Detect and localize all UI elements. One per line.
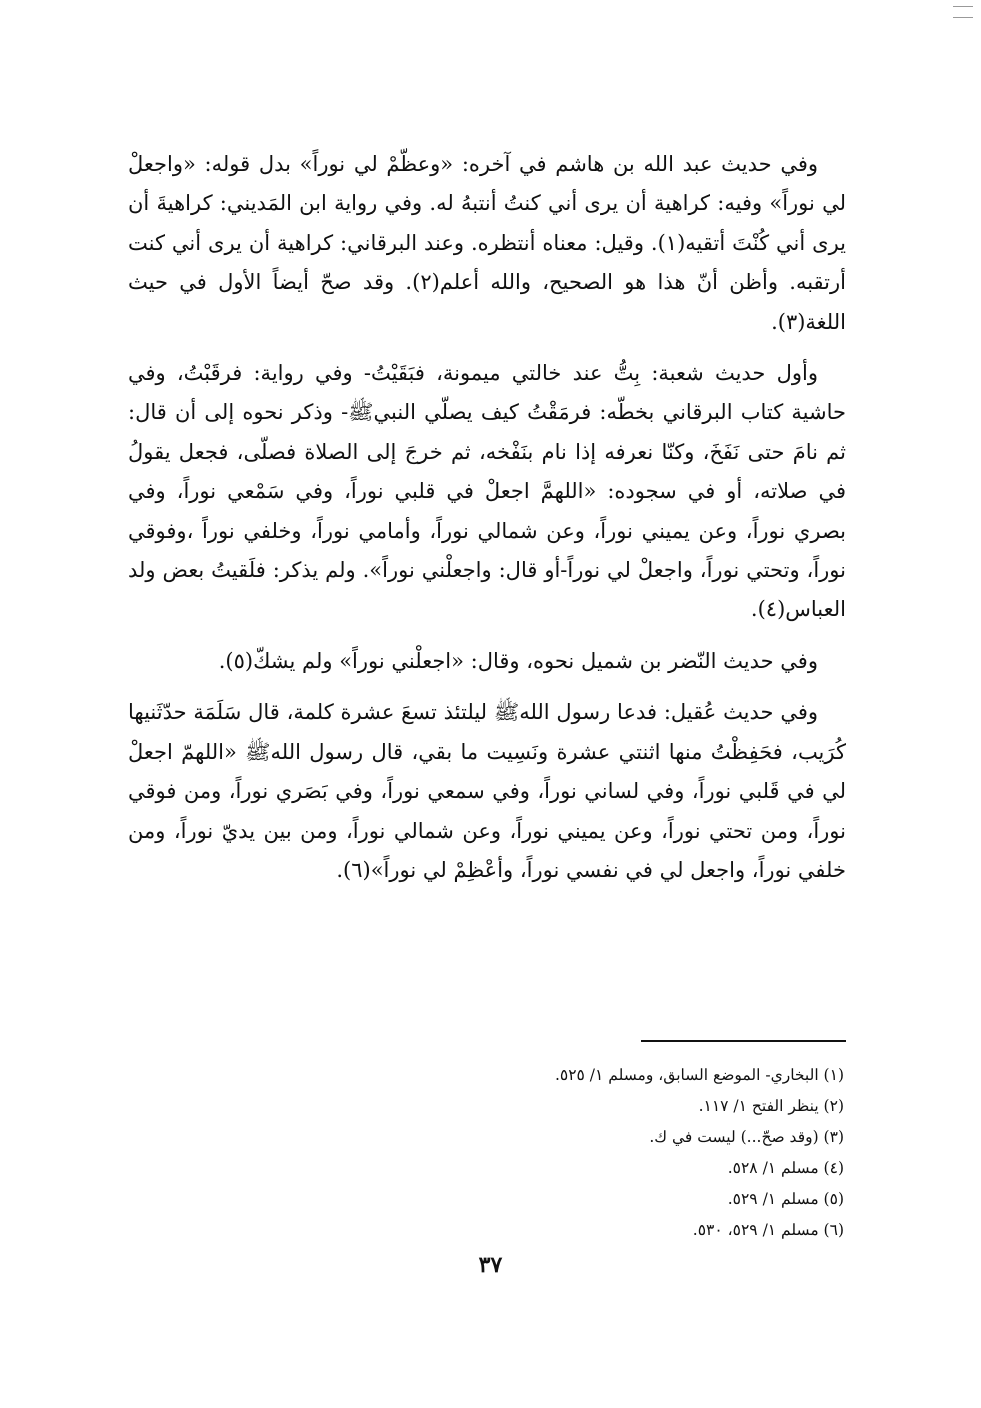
paragraph-2: وأول حديث شعبة: بِتُّ عند خالتي ميمونة، فبَقَيْتُ- وفي رواية: فرقَبْتُ، وفي حاشية كتاب البرقاني بخطّه: فرمَقْتُ كيف يصلّي النبيﷺ- وذكر نحوه إلى أن قال: ثم نامَ حتى نَفَخَ، وكنّا نعرفه إذا نام بنَفْخه، ثم خرجَ إلى الصلاة فصلّى، فجعل يقولُ في صلاته، أو في سجوده: «اللهمَّ اجعلْ في قلبي نوراً، وفي سَمْعي نوراً، وفي بصري نوراً، وعن يميني نوراً، وعن شمالي نوراً، وأمامي نوراً، وخلفي نوراً ،وفوقي نوراً، وتحتي نوراً، واجعلْ لي نوراً-أو قال: واجعلْني نوراً». ولم يذكر: فلَقيتُ بعض ولد العباس(٤). [128,361,846,622]
footnote-4: (٤) مسلم ١/ ٥٢٨. [727,1159,844,1177]
footnote-6: (٦) مسلم ١/ ٥٢٩، ٥٣٠. [692,1221,844,1239]
paragraph-3: وفي حديث النّضر بن شميل نحوه، وقال: «اجعلْني نوراً» ولم يشكّ(٥). [218,648,818,673]
main-text [128,145,846,902]
footnote-1: (١) البخاري- الموضع السابق، ومسلم ١/ ٥٢٥. [554,1066,844,1084]
page-number: ٣٧ [478,1252,503,1278]
corner-crop-mark [953,6,973,18]
footnote-3: (٣) (وقد صحّ...) ليست في ك. [649,1128,844,1146]
footnotes [344,1060,844,1246]
paragraph-1: وفي حديث عبد الله بن هاشم في آخره: «وعظّمْ لي نوراً» بدل قوله: «واجعلْ لي نوراً» وفيه: كراهية أن يرى أني كنتُ أنتبهُ له. وفي رواية ابن المَديني: كراهيةَ أن يرى أني كُنْتَ أتقيه(١). وقيل: معناه أنتظره. وعند البرقاني: كراهية أن يرى أني كنت أرتقبه. وأظن أنّ هذا هو الصحيح، والله أعلم(٢). وقد صحّ أيضاً الأول في حيث اللغة(٣). [128,152,847,334]
paragraph-4: وفي حديث عُقيل: فدعا رسول اللهﷺ ليلتئذ تسعَ عشرة كلمة، قال سَلَمَة حدّثَنيها كُرَيب، فحَفِظْتُ منها اثنتي عشرة ونَسِيت ما بقي، قال رسول اللهﷺ «اللهمّ اجعلْ لي في قَلبي نوراً، وفي لساني نوراً، وفي سمعي نوراً، وفي بَصَري نوراً، ومن فوقي نوراً، ومن تحتي نوراً، وعن يميني نوراً، وعن شمالي نوراً، ومن بين يديّ نوراً، ومن خلفي نوراً، واجعل لي في نفسي نوراً، وأعْظِمْ لي نوراً»(٦). [128,700,846,882]
footnote-separator [641,1040,846,1042]
footnote-2: (٢) ينظر الفتح ١/ ١١٧. [698,1097,844,1115]
footnote-5: (٥) مسلم ١/ ٥٢٩. [727,1190,844,1208]
